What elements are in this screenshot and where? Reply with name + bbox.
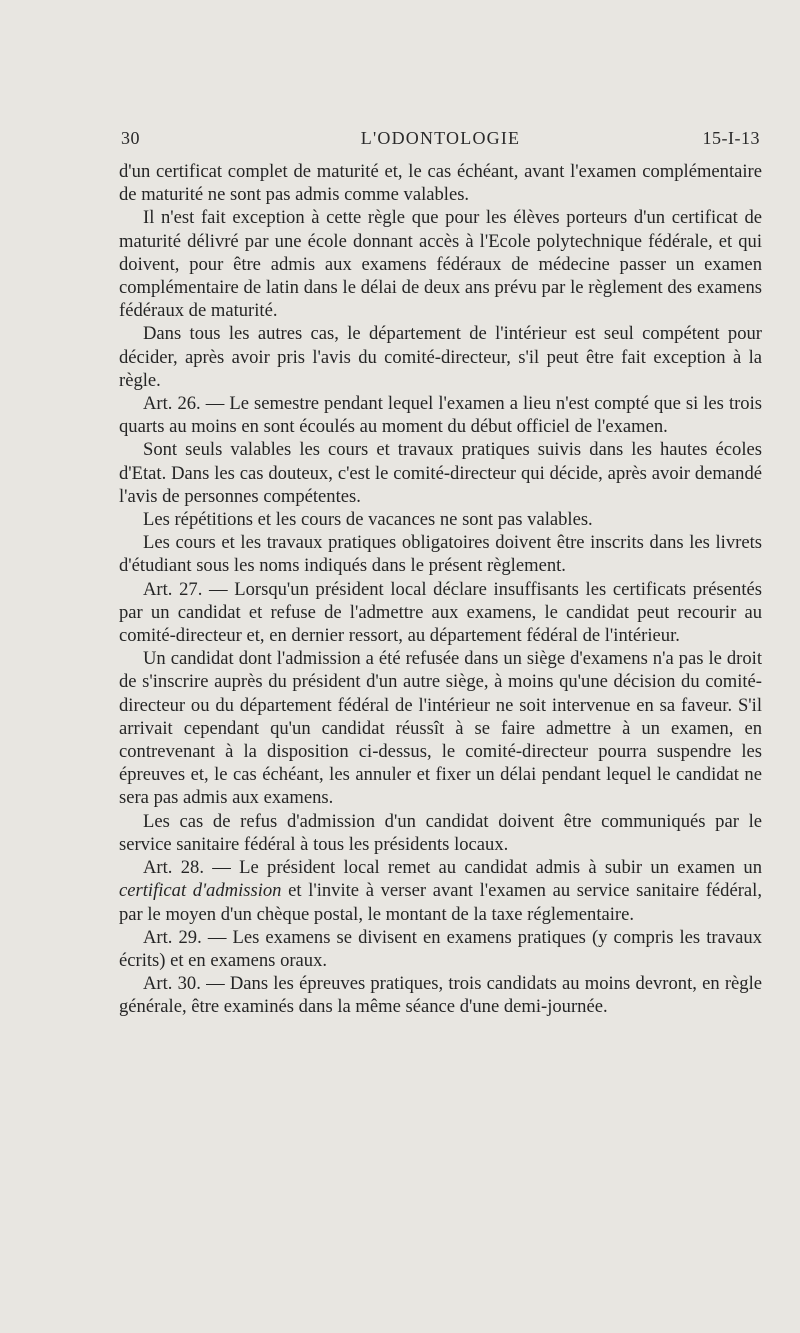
page-number: 30 bbox=[121, 128, 140, 148]
paragraph-art-29: Art. 29. — Les examens se divisent en examens pratiques (y compris les travaux écrits) et en examens oraux. bbox=[119, 926, 762, 971]
paragraph-repetitions: Les répétitions et les cours de vacances ne sont pas valables. bbox=[143, 509, 593, 531]
paragraph-refusal-communication: Les cas de refus d'admission d'un candidat doivent être communiqués par le service sanitaire fédéral à tous les présidents locaux. bbox=[119, 810, 762, 855]
paragraph-art-30: Art. 30. — Dans les épreuves pratiques, trois candidats au moins devront, en règle générale, être examinés dans la même séance d'une demi-journée. bbox=[119, 973, 762, 1018]
body-text bbox=[119, 160, 762, 1019]
paragraph-valid-courses: Sont seuls valables les cours et travaux pratiques suivis dans les hautes écoles d'Etat. Dans les cas douteux, c'est le comité-directeur qui décide, après avoir demandé l'avis de personnes compétentes. bbox=[119, 439, 762, 507]
paragraph-art-26: Art. 26. — Le semestre pendant lequel l'examen a lieu n'est compté que si les trois quarts au moins en sont écoulés au moment du début officiel de l'examen. bbox=[119, 393, 762, 438]
paragraph-art-27: Art. 27. — Lorsqu'un président local déclare insuffisants les certificats présentés par un candidat et refuse de l'admettre aux examens, le candidat peut recourir au comité-directeur et, en dernier ressort, au département fédéral de l'intérieur. bbox=[119, 578, 762, 647]
art-28-italic-term: certificat d'admission bbox=[119, 880, 282, 902]
paragraph-refused-admission: Un candidat dont l'admission a été refusée dans un siège d'examens n'a pas le droit de s'inscrire auprès du président d'un autre siège, à moins qu'une décision du comité-directeur ou du département fédéral de l'intérieur ne soit intervenue en sa faveur. S'il arrivait cependant qu'un candidat réussît à se faire admettre à un examen, en contrevenant à la disposition ci-dessus, le comité-directeur pourra suspendre les épreuves et, le cas échéant, les annuler et fixer un délai pendant lequel le candidat ne sera pas admis aux examens. bbox=[119, 648, 762, 809]
running-header bbox=[119, 128, 762, 154]
paragraph-continuation: d'un certificat complet de maturité et, le cas échéant, avant l'examen complémentaire de maturité ne sont pas admis comme valables. bbox=[119, 161, 762, 206]
art-28-text-before: Art. 28. — Le président local remet au candidat admis à subir un examen un bbox=[143, 857, 762, 879]
art-28-text-after: et l'invite à verser avant l'examen au service sanitaire fédéral, par le moyen d'un chèque postal, le montant de la taxe réglementaire. bbox=[119, 880, 762, 925]
paragraph-exception: Il n'est fait exception à cette règle que pour les élèves porteurs d'un certificat de maturité délivré par une école donnant accès à l'Ecole polytechnique fédérale, et qui doivent, pour être admis aux examens fédéraux de médecine passer un examen complémentaire de latin dans le délai de deux ans prévu par le règlement des examens fédéraux de maturité. bbox=[119, 207, 762, 322]
paragraph-livrets: Les cours et les travaux pratiques obligatoires doivent être inscrits dans les livrets d'étudiant sous les noms indiqués dans le présent règlement. bbox=[119, 532, 762, 577]
issue-date: 15-I-13 bbox=[702, 128, 760, 148]
paragraph-art-28 bbox=[119, 856, 762, 926]
paragraph-other-cases: Dans tous les autres cas, le département de l'intérieur est seul compétent pour décider, après avoir pris l'avis du comité-directeur, s'il peut être fait exception à la règle. bbox=[119, 323, 762, 391]
journal-title: L'ODONTOLOGIE bbox=[360, 128, 521, 148]
